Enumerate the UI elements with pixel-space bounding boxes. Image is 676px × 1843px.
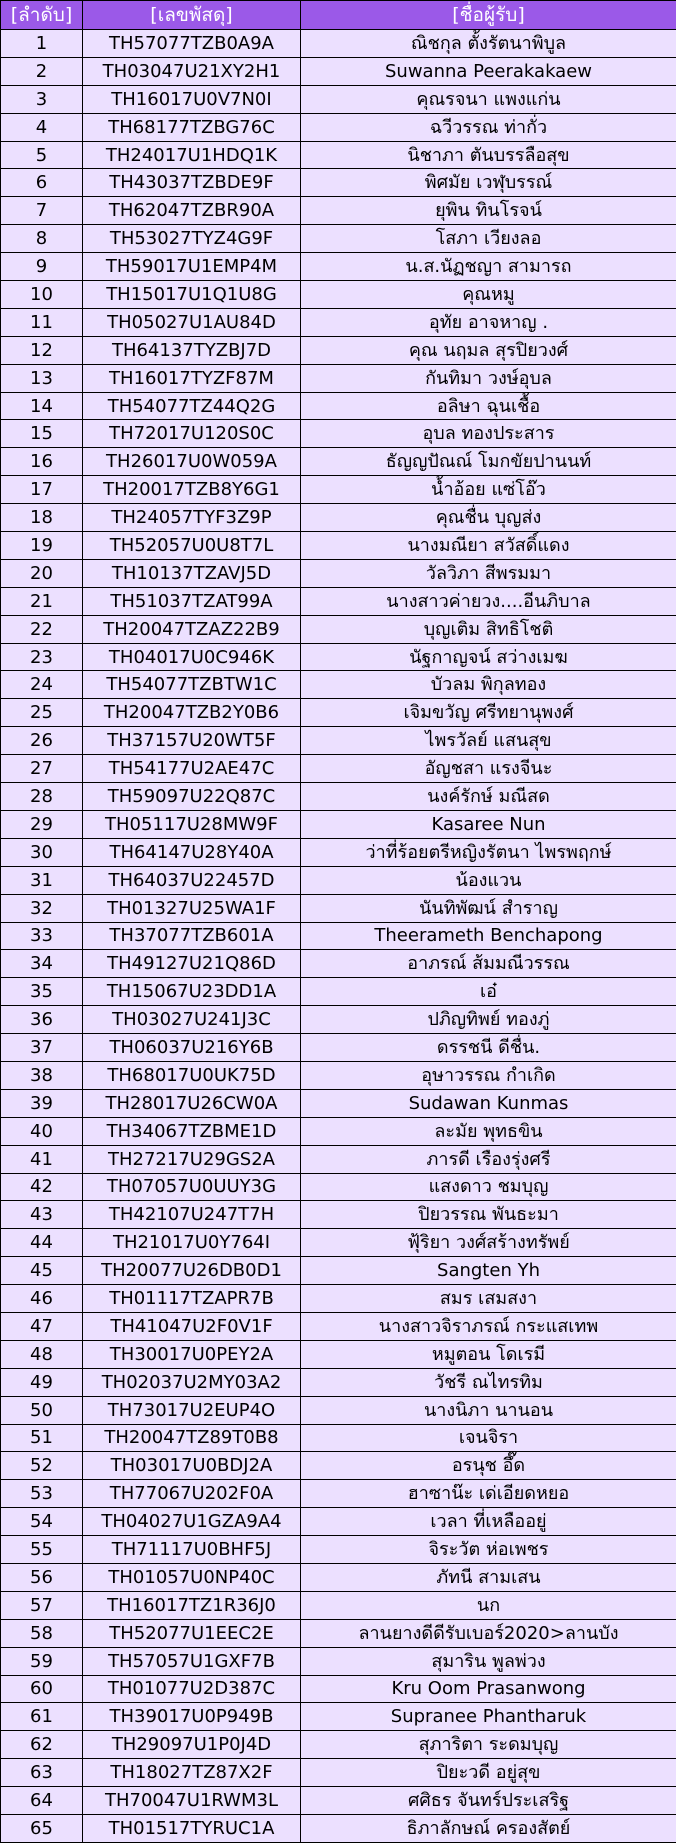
recipient-name: ภารดี เรืองรุ่งศรี xyxy=(301,1145,676,1173)
recipient-name: อุษาวรรณ กำเกิด xyxy=(301,1061,676,1089)
recipient-name: คุณรจนา แพงแก่น xyxy=(301,85,676,113)
table-row xyxy=(1,1145,676,1173)
recipient-name: เอ๋ xyxy=(301,978,676,1006)
recipient-name: อาภรณ์ ส้มมณีวรรณ xyxy=(301,950,676,978)
table-row xyxy=(1,1452,676,1480)
table-row xyxy=(1,1006,676,1034)
recipient-name: สุมาริน พูลพ่วง xyxy=(301,1647,676,1675)
recipient-name: บัวลม พิกุลทอง xyxy=(301,671,676,699)
tracking-number: TH77067U202F0A xyxy=(83,1480,301,1508)
table-row xyxy=(1,1536,676,1564)
row-number: 21 xyxy=(1,587,83,615)
table-row xyxy=(1,866,676,894)
row-number: 56 xyxy=(1,1563,83,1591)
table-row xyxy=(1,1340,676,1368)
recipient-name: คุณหมู xyxy=(301,281,676,309)
tracking-number: TH29097U1P0J4D xyxy=(83,1731,301,1759)
table-row xyxy=(1,587,676,615)
row-number: 47 xyxy=(1,1312,83,1340)
table-row xyxy=(1,783,676,811)
row-number: 35 xyxy=(1,978,83,1006)
row-number: 51 xyxy=(1,1424,83,1452)
recipient-name: ปิยะวดี อยู่สุข xyxy=(301,1759,676,1787)
table-row xyxy=(1,922,676,950)
row-number: 3 xyxy=(1,85,83,113)
table-row xyxy=(1,755,676,783)
recipient-name: ธัญญปัณณ์ โมกขัยปานนท์ xyxy=(301,448,676,476)
tracking-number: TH73017U2EUP4O xyxy=(83,1396,301,1424)
tracking-number: TH57077TZB0A9A xyxy=(83,30,301,58)
tracking-number: TH70047U1RWM3L xyxy=(83,1787,301,1815)
table-row xyxy=(1,1675,676,1703)
table-row xyxy=(1,1368,676,1396)
tracking-number: TH57057U1GXF7B xyxy=(83,1647,301,1675)
tracking-number: TH20047TZAZ22B9 xyxy=(83,615,301,643)
table-row xyxy=(1,1396,676,1424)
tracking-number: TH10137TZAVJ5D xyxy=(83,559,301,587)
row-number: 7 xyxy=(1,197,83,225)
row-number: 30 xyxy=(1,838,83,866)
row-number: 62 xyxy=(1,1731,83,1759)
tracking-number: TH01327U25WA1F xyxy=(83,894,301,922)
table-row xyxy=(1,169,676,197)
recipient-name: น้องแวน xyxy=(301,866,676,894)
row-number: 10 xyxy=(1,281,83,309)
recipient-name: อัญชสา แรงจีนะ xyxy=(301,755,676,783)
tracking-number: TH03047U21XY2H1 xyxy=(83,57,301,85)
recipient-name: นางมณียา สวัสดิ์แดง xyxy=(301,532,676,560)
header-tracking: [เลขพัสดุ] xyxy=(83,1,301,30)
tracking-number: TH27217U29GS2A xyxy=(83,1145,301,1173)
recipient-name: ณิชกุล ตั้งรัตนาพิบูล xyxy=(301,30,676,58)
tracking-number: TH54177U2AE47C xyxy=(83,755,301,783)
tracking-number: TH01117TZAPR7B xyxy=(83,1285,301,1313)
table-row xyxy=(1,1563,676,1591)
row-number: 59 xyxy=(1,1647,83,1675)
row-number: 19 xyxy=(1,532,83,560)
row-number: 28 xyxy=(1,783,83,811)
tracking-number: TH20017TZB8Y6G1 xyxy=(83,476,301,504)
table-row xyxy=(1,113,676,141)
row-number: 39 xyxy=(1,1089,83,1117)
table-row xyxy=(1,559,676,587)
tracking-number: TH04017U0C946K xyxy=(83,643,301,671)
recipient-name: อลิษา ฉุนเชื้อ xyxy=(301,392,676,420)
row-number: 22 xyxy=(1,615,83,643)
row-number: 16 xyxy=(1,448,83,476)
row-number: 20 xyxy=(1,559,83,587)
row-number: 61 xyxy=(1,1703,83,1731)
row-number: 38 xyxy=(1,1061,83,1089)
tracking-number: TH52077U1EEC2E xyxy=(83,1619,301,1647)
tracking-number: TH64147U28Y40A xyxy=(83,838,301,866)
tracking-number: TH15017U1Q1U8G xyxy=(83,281,301,309)
recipient-name: จิระวัต ห่อเพชร xyxy=(301,1536,676,1564)
recipient-name: กันทิมา วงษ์อุบล xyxy=(301,364,676,392)
recipient-name: อุบล ทองประสาร xyxy=(301,420,676,448)
tracking-number: TH72017U120S0C xyxy=(83,420,301,448)
table-row xyxy=(1,1759,676,1787)
recipient-name: ยุพิน ทินโรจน์ xyxy=(301,197,676,225)
table-row xyxy=(1,197,676,225)
table-row xyxy=(1,1089,676,1117)
row-number: 52 xyxy=(1,1452,83,1480)
table-row xyxy=(1,253,676,281)
tracking-number: TH52057U0U8T7L xyxy=(83,532,301,560)
table-row xyxy=(1,85,676,113)
tracking-number: TH30017U0PEY2A xyxy=(83,1340,301,1368)
recipient-name: เจิมขวัญ ศรีทยานุพงศ์ xyxy=(301,699,676,727)
tracking-number: TH34067TZBME1D xyxy=(83,1117,301,1145)
row-number: 13 xyxy=(1,364,83,392)
recipient-name: ไพรวัลย์ แสนสุข xyxy=(301,727,676,755)
table-row xyxy=(1,1703,676,1731)
recipient-name: นางสาวค่ายวง....อีนภิบาล xyxy=(301,587,676,615)
recipient-name: สุภาริตา ระดมบุญ xyxy=(301,1731,676,1759)
tracking-number: TH41047U2F0V1F xyxy=(83,1312,301,1340)
recipient-name: ปภิญทิพย์ ทองภู่ xyxy=(301,1006,676,1034)
row-number: 49 xyxy=(1,1368,83,1396)
recipient-name: ดรรชนี ดีชื่น. xyxy=(301,1034,676,1062)
row-number: 32 xyxy=(1,894,83,922)
recipient-name: ปิยวรรณ พันธะมา xyxy=(301,1201,676,1229)
tracking-number: TH59097U22Q87C xyxy=(83,783,301,811)
table-row xyxy=(1,1815,676,1843)
header-row xyxy=(1,1,676,30)
row-number: 60 xyxy=(1,1675,83,1703)
table-row xyxy=(1,1312,676,1340)
tracking-number: TH20047TZB2Y0B6 xyxy=(83,699,301,727)
tracking-number: TH05027U1AU84D xyxy=(83,308,301,336)
row-number: 15 xyxy=(1,420,83,448)
table-row xyxy=(1,1173,676,1201)
table-row xyxy=(1,1257,676,1285)
row-number: 36 xyxy=(1,1006,83,1034)
row-number: 55 xyxy=(1,1536,83,1564)
recipient-name: ฟุ้ริยา วงศ์สร้างทรัพย์ xyxy=(301,1229,676,1257)
tracking-number: TH18027TZ87X2F xyxy=(83,1759,301,1787)
recipient-name: Sudawan Kunmas xyxy=(301,1089,676,1117)
table-row xyxy=(1,1647,676,1675)
recipient-name: น้ำอ้อย แซ่โอ๊ว xyxy=(301,476,676,504)
table-body xyxy=(1,30,676,1843)
recipient-name: Kru Oom Prasanwong xyxy=(301,1675,676,1703)
recipient-name: Suwanna Peerakakaew xyxy=(301,57,676,85)
table-row xyxy=(1,615,676,643)
recipient-name: นก xyxy=(301,1591,676,1619)
recipient-name: Sangten Yh xyxy=(301,1257,676,1285)
row-number: 14 xyxy=(1,392,83,420)
row-number: 29 xyxy=(1,810,83,838)
recipient-name: อรนุช อึ๊ด xyxy=(301,1452,676,1480)
row-number: 58 xyxy=(1,1619,83,1647)
tracking-number: TH64137TYZBJ7D xyxy=(83,336,301,364)
tracking-number: TH24017U1HDQ1K xyxy=(83,141,301,169)
recipient-name: คุณ นฤมล สุรปิยวงศ์ xyxy=(301,336,676,364)
row-number: 12 xyxy=(1,336,83,364)
recipient-name: นันทิพัฒน์ สำราญ xyxy=(301,894,676,922)
tracking-number: TH37077TZB601A xyxy=(83,922,301,950)
row-number: 42 xyxy=(1,1173,83,1201)
table-row xyxy=(1,336,676,364)
row-number: 6 xyxy=(1,169,83,197)
recipient-name: พิศมัย เวฬุบรรณ์ xyxy=(301,169,676,197)
recipient-name: เวลา ที่เหลืออยู่ xyxy=(301,1508,676,1536)
tracking-number: TH21017U0Y764I xyxy=(83,1229,301,1257)
table-row xyxy=(1,978,676,1006)
row-number: 40 xyxy=(1,1117,83,1145)
table-row xyxy=(1,364,676,392)
recipient-name: วัชรี ณไทรทิม xyxy=(301,1368,676,1396)
recipient-name: Supranee Phantharuk xyxy=(301,1703,676,1731)
tracking-number: TH39017U0P949B xyxy=(83,1703,301,1731)
header-no: [ลำดับ] xyxy=(1,1,83,30)
row-number: 24 xyxy=(1,671,83,699)
table-row xyxy=(1,1229,676,1257)
row-number: 65 xyxy=(1,1815,83,1843)
table-row xyxy=(1,1201,676,1229)
table-row xyxy=(1,57,676,85)
tracking-number: TH53027TYZ4G9F xyxy=(83,225,301,253)
row-number: 27 xyxy=(1,755,83,783)
table-row xyxy=(1,448,676,476)
table-row xyxy=(1,225,676,253)
row-number: 53 xyxy=(1,1480,83,1508)
recipient-name: อุทัย อาจหาญ . xyxy=(301,308,676,336)
recipient-name: คุณชื่น บุญส่ง xyxy=(301,504,676,532)
tracking-number: TH26017U0W059A xyxy=(83,448,301,476)
table-row xyxy=(1,838,676,866)
tracking-number: TH49127U21Q86D xyxy=(83,950,301,978)
recipient-name: เจนจิรา xyxy=(301,1424,676,1452)
table-row xyxy=(1,950,676,978)
recipient-name: หมูตอน โดเรมี xyxy=(301,1340,676,1368)
table-row xyxy=(1,671,676,699)
table-row xyxy=(1,1731,676,1759)
recipient-name: ฮาซาน๊ะ เด่เอียดหยอ xyxy=(301,1480,676,1508)
tracking-number: TH01517TYRUC1A xyxy=(83,1815,301,1843)
tracking-number: TH20077U26DB0D1 xyxy=(83,1257,301,1285)
table-row xyxy=(1,281,676,309)
row-number: 37 xyxy=(1,1034,83,1062)
row-number: 57 xyxy=(1,1591,83,1619)
recipient-name: สมร เสมสงา xyxy=(301,1285,676,1313)
row-number: 63 xyxy=(1,1759,83,1787)
row-number: 8 xyxy=(1,225,83,253)
row-number: 50 xyxy=(1,1396,83,1424)
tracking-number: TH37157U20WT5F xyxy=(83,727,301,755)
row-number: 41 xyxy=(1,1145,83,1173)
recipient-name: Kasaree Nun xyxy=(301,810,676,838)
table-row xyxy=(1,1285,676,1313)
tracking-number: TH62047TZBR90A xyxy=(83,197,301,225)
table-row xyxy=(1,810,676,838)
row-number: 34 xyxy=(1,950,83,978)
table-row xyxy=(1,1480,676,1508)
row-number: 44 xyxy=(1,1229,83,1257)
table-row xyxy=(1,1508,676,1536)
recipient-name: นงค์รักษ์ มณีสด xyxy=(301,783,676,811)
row-number: 11 xyxy=(1,308,83,336)
tracking-number: TH28017U26CW0A xyxy=(83,1089,301,1117)
tracking-number: TH05117U28MW9F xyxy=(83,810,301,838)
row-number: 5 xyxy=(1,141,83,169)
tracking-number: TH24057TYF3Z9P xyxy=(83,504,301,532)
row-number: 2 xyxy=(1,57,83,85)
tracking-number: TH20047TZ89T0B8 xyxy=(83,1424,301,1452)
tracking-number: TH07057U0UUY3G xyxy=(83,1173,301,1201)
recipient-name: แสงดาว ชมบุญ xyxy=(301,1173,676,1201)
table-row xyxy=(1,699,676,727)
tracking-number: TH68017U0UK75D xyxy=(83,1061,301,1089)
recipient-name: นางสาวจิราภรณ์ กระแสเทพ xyxy=(301,1312,676,1340)
row-number: 45 xyxy=(1,1257,83,1285)
recipient-name: โสภา เวียงลอ xyxy=(301,225,676,253)
tracking-number: TH64037U22457D xyxy=(83,866,301,894)
tracking-number: TH16017TYZF87M xyxy=(83,364,301,392)
recipient-name: บุญเติม สิทธิโชติ xyxy=(301,615,676,643)
tracking-number: TH71117U0BHF5J xyxy=(83,1536,301,1564)
recipient-name: ว่าที่ร้อยตรีหญิงรัตนา ไพรพฤกษ์ xyxy=(301,838,676,866)
table-row xyxy=(1,532,676,560)
row-number: 43 xyxy=(1,1201,83,1229)
header-recipient: [ชื่อผู้รับ] xyxy=(301,1,676,30)
tracking-number: TH03027U241J3C xyxy=(83,1006,301,1034)
tracking-number: TH02037U2MY03A2 xyxy=(83,1368,301,1396)
table-row xyxy=(1,141,676,169)
row-number: 33 xyxy=(1,922,83,950)
recipient-name: นัฐกาญจน์ สว่างเมฆ xyxy=(301,643,676,671)
table-row xyxy=(1,392,676,420)
recipient-name: ภัทนี สามเสน xyxy=(301,1563,676,1591)
row-number: 4 xyxy=(1,113,83,141)
recipient-name: วัลวิภา สีพรมมา xyxy=(301,559,676,587)
table-row xyxy=(1,894,676,922)
recipient-name: ลานยางดีดีรับเบอร์2020>ลานบัง xyxy=(301,1619,676,1647)
tracking-number: TH03017U0BDJ2A xyxy=(83,1452,301,1480)
table-row xyxy=(1,30,676,58)
table-row xyxy=(1,308,676,336)
recipient-name: ธิภาลักษณ์ ครองสัตย์ xyxy=(301,1815,676,1843)
row-number: 48 xyxy=(1,1340,83,1368)
tracking-number: TH42107U247T7H xyxy=(83,1201,301,1229)
tracking-number: TH01077U2D387C xyxy=(83,1675,301,1703)
recipient-name: น.ส.นัฏชญา สามารถ xyxy=(301,253,676,281)
table-row xyxy=(1,1061,676,1089)
row-number: 26 xyxy=(1,727,83,755)
tracking-number: TH59017U1EMP4M xyxy=(83,253,301,281)
row-number: 18 xyxy=(1,504,83,532)
table-row xyxy=(1,504,676,532)
row-number: 46 xyxy=(1,1285,83,1313)
tracking-number: TH15067U23DD1A xyxy=(83,978,301,1006)
tracking-number: TH06037U216Y6B xyxy=(83,1034,301,1062)
table-row xyxy=(1,420,676,448)
tracking-number: TH43037TZBDE9F xyxy=(83,169,301,197)
tracking-number: TH04027U1GZA9A4 xyxy=(83,1508,301,1536)
row-number: 17 xyxy=(1,476,83,504)
table-row xyxy=(1,1117,676,1145)
recipient-name: ละมัย พุทธขิน xyxy=(301,1117,676,1145)
recipient-name: ฉวีวรรณ ท่ากั่ว xyxy=(301,113,676,141)
table-row xyxy=(1,1619,676,1647)
table-row xyxy=(1,727,676,755)
tracking-number: TH68177TZBG76C xyxy=(83,113,301,141)
row-number: 25 xyxy=(1,699,83,727)
table-row xyxy=(1,1424,676,1452)
row-number: 54 xyxy=(1,1508,83,1536)
recipient-name: ศศิธร จันทร์ประเสริฐ xyxy=(301,1787,676,1815)
row-number: 31 xyxy=(1,866,83,894)
recipient-name: นางนิภา นานอน xyxy=(301,1396,676,1424)
table-row xyxy=(1,1034,676,1062)
recipient-name: Theerameth Benchapong xyxy=(301,922,676,950)
tracking-number: TH01057U0NP40C xyxy=(83,1563,301,1591)
recipient-name: นิชาภา ตันบรรลือสุข xyxy=(301,141,676,169)
table-row xyxy=(1,1591,676,1619)
table-row xyxy=(1,643,676,671)
tracking-number: TH51037TZAT99A xyxy=(83,587,301,615)
row-number: 64 xyxy=(1,1787,83,1815)
tracking-number: TH16017TZ1R36J0 xyxy=(83,1591,301,1619)
tracking-number: TH54077TZBTW1C xyxy=(83,671,301,699)
row-number: 23 xyxy=(1,643,83,671)
row-number: 9 xyxy=(1,253,83,281)
tracking-number: TH54077TZ44Q2G xyxy=(83,392,301,420)
row-number: 1 xyxy=(1,30,83,58)
tracking-number: TH16017U0V7N0I xyxy=(83,85,301,113)
table-row xyxy=(1,476,676,504)
